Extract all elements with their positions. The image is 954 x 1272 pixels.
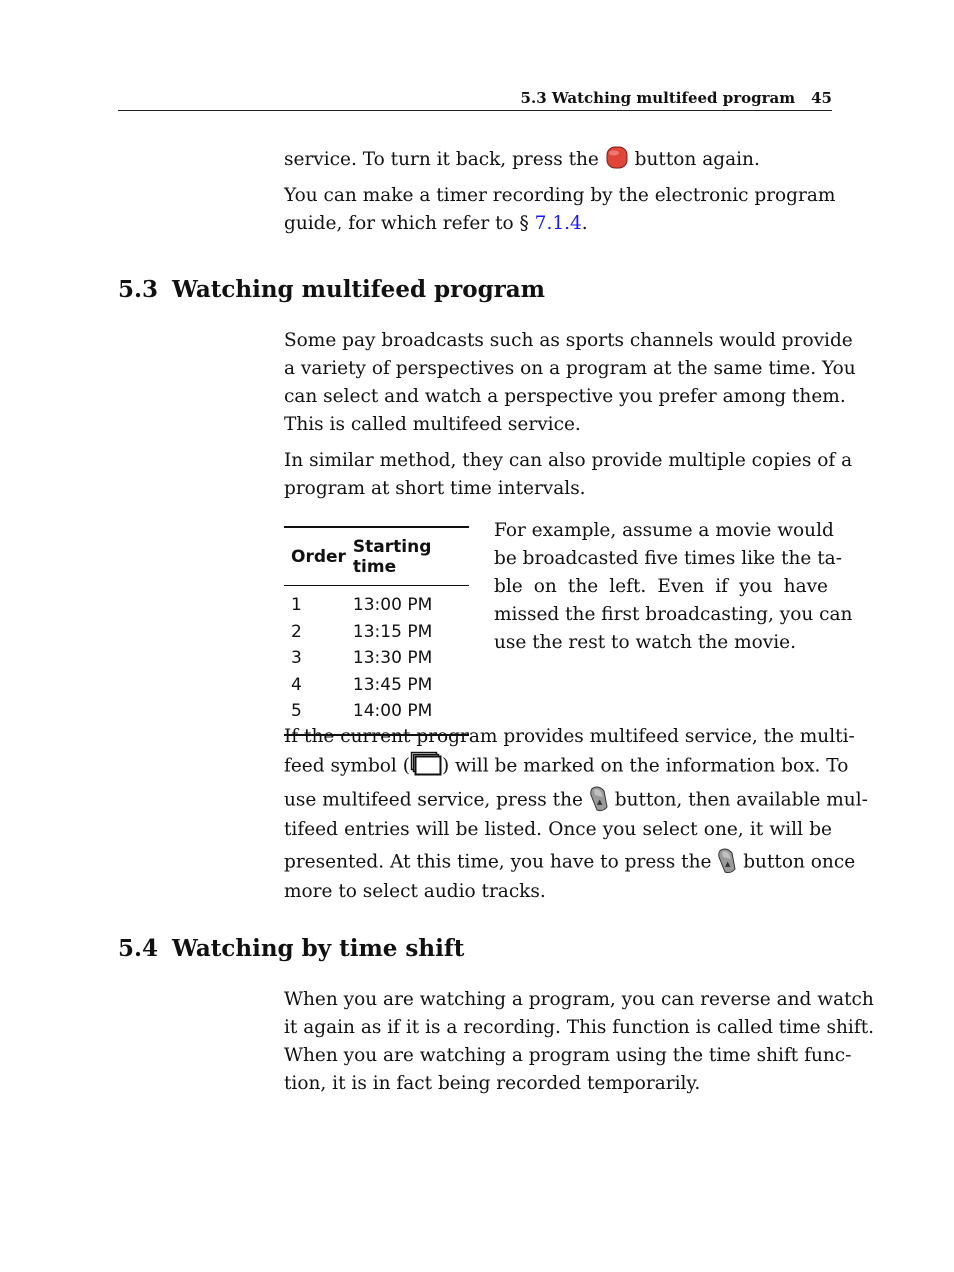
table-row: 3 13:30 PM [291, 648, 433, 669]
table-side-paragraph: For example, assume a movie would be broadcasted five times like the ta- ble on the left. Even if you have missed the first broadcasting, you can use the rest to watch the movie. [494, 520, 853, 653]
intro-p2-line1: You can make a timer recording by the electronic program [284, 185, 836, 206]
intro-paragraph-1 [284, 146, 832, 174]
table-header-row [284, 527, 469, 586]
section54-paragraph-1: When you are watching a program, you can reverse and watch it again as if it is a recording. This function is called time shift. When you are watching a program using the time shift func- tion, it is in fact being recorded temporarily. [284, 989, 875, 1094]
section-heading-5-4 [118, 935, 464, 962]
table-row: 4 13:45 PM [291, 674, 433, 695]
table-header-starting-time: Starting time [352, 537, 432, 577]
section-number: 5.4 [118, 935, 159, 962]
section-ref-link[interactable]: 7.1.4 [534, 213, 582, 234]
intro-text-b: button again. [634, 149, 760, 170]
intro-text-a: service. To turn it back, press the [284, 149, 599, 170]
svg-text:▲: ▲ [725, 860, 731, 868]
table-row: 5 14:00 PM [284, 698, 469, 735]
section-heading-5-3 [118, 276, 545, 303]
section53-paragraph-2: In similar method, they can also provide multiple copies of a program at short time intervals. [284, 450, 853, 499]
section53-paragraph-3: If the current program provides multifeed service, the multi- feed symbol ( ) will be marked on the information box. To use multifeed service, press the ▲ button, then available mul- tifeed entries will be listed. Once you select one, it will be presented. At this time, you have to press the ▲ button once more to select audio tracks. [284, 726, 868, 902]
table-row: 1 13:00 PM [291, 595, 433, 616]
section-title: Watching multifeed program [172, 276, 546, 303]
section53-paragraph-1: Some pay broadcasts such as sports channels would provide a variety of perspectives on a program at the same time. You can select and watch a perspective you prefer among them. This is called multifeed service. [284, 330, 856, 435]
running-header [118, 86, 832, 111]
table-row: 2 13:15 PM [291, 621, 433, 642]
intro-p2-text: guide, for which refer to § [284, 213, 529, 234]
header-section-title: 5.3 Watching multifeed program [520, 89, 796, 107]
red-button-icon [605, 146, 629, 174]
table-header-order: Order [291, 547, 346, 567]
svg-text:▲: ▲ [596, 798, 603, 806]
broadcast-times-table [284, 526, 469, 736]
remote-button-icon [589, 785, 609, 816]
section-number: 5.3 [118, 276, 159, 303]
section-title: Watching by time shift [172, 935, 465, 962]
page-number: 45 [811, 89, 832, 107]
remote-button-icon [717, 847, 737, 878]
intro-paragraph-2: You can make a timer recording by the electronic program guide, for which refer to § 7.1.4. [284, 182, 832, 238]
multifeed-symbol-icon [410, 751, 442, 782]
